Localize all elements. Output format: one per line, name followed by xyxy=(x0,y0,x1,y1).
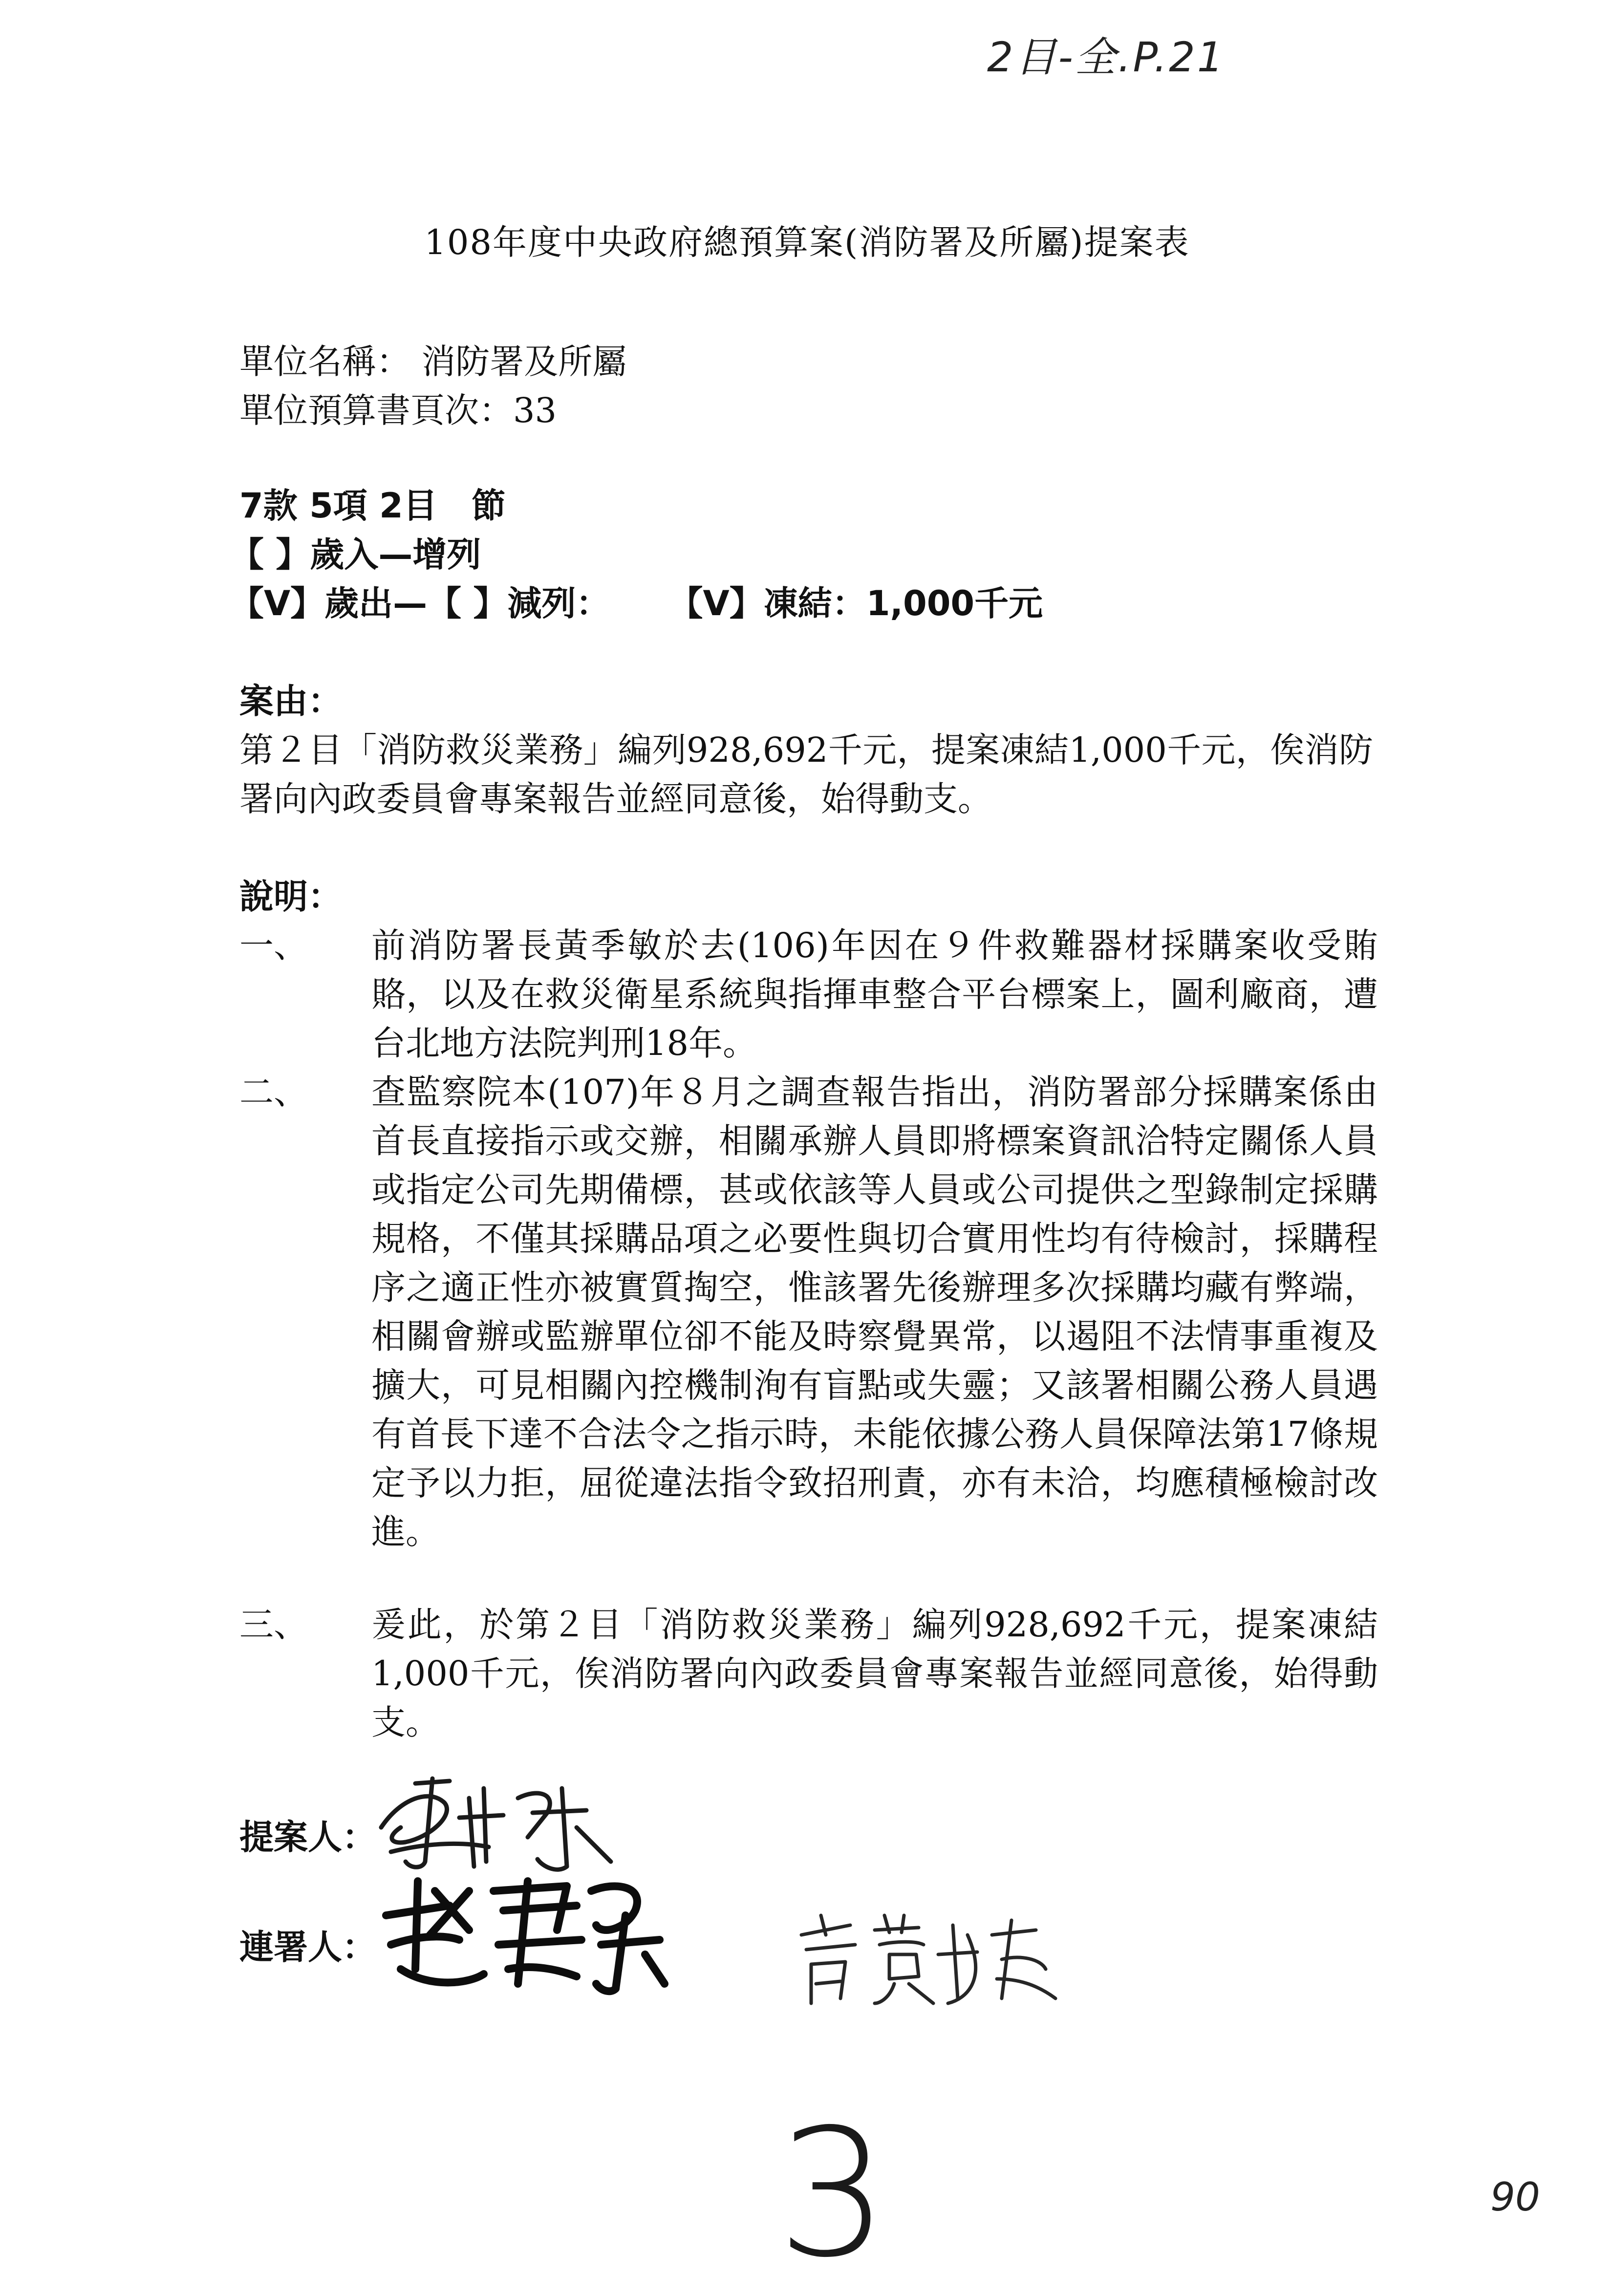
document-title: 108年度中央政府總預算案(消防署及所屬)提案表 xyxy=(424,222,1190,262)
item-number: 一、 xyxy=(239,925,308,966)
item-text: 爰此，於第２目「消防救災業務」編列928,692千元，提案凍結1,000千元，俟消防署向內政委員會專案報告並經同意後，始得動支。 xyxy=(371,1605,1378,1742)
cosigner-signature-1 xyxy=(371,1871,674,1998)
reason-text: 第２目「消防救災業務」編列928,692千元，提案凍結1,000千元，俟消防署向內政委員會專案報告並經同意後，始得動支。 xyxy=(239,730,1373,819)
expense-line xyxy=(230,579,1043,628)
cosigner-signature-2 xyxy=(792,1906,1065,2013)
item-text: 查監察院本(107)年８月之調查報告指出，消防署部分採購案係由首長直接指示或交辦，相關承辦人員即將標案資訊洽特定關係人員或指定公司先期備標，甚或依該等人員或公司提供之型錄制定採購規格，不僅其採購品項之必要性與切合實用性均有待檢討，採購程序之適正性亦被實質掏空，惟該署先後辦理多次採購均藏有弊端，相關會辦或監辦單位卻不能及時察覺異常，以遏阻不法情事重複及擴大，可見相關內控機制洵有盲點或失靈；又該署相關公務人員遇有首長下達不合法令之指示時，未能依據公務人員保障法第17條規定予以力拒，屈從違法指令致招刑責，亦有未洽，均應積極檢討改進。 xyxy=(371,1072,1378,1552)
budget-item: 7款 5項 2目 節 xyxy=(239,486,506,526)
revenue-line: 【 】歲入—增列 xyxy=(230,535,481,575)
expense-freeze-label: 【V】凍結：1,000千元 xyxy=(668,583,1043,623)
unit-name: 單位名稱： 消防署及所屬 xyxy=(239,342,627,382)
proposer-signature xyxy=(371,1769,625,1881)
cosigner-label: 連署人： xyxy=(239,1927,376,1967)
unit-budget-page: 單位預算書頁次：33 xyxy=(239,390,557,430)
expense-reduce-label: 【V】歲出—【 】減列： xyxy=(230,583,610,623)
reason-heading: 案由： xyxy=(239,681,342,721)
page-number: 90 xyxy=(1490,2174,1540,2220)
item-text: 前消防署長黃季敏於去(106)年因在９件救難器材採購案收受賄賂，以及在救災衛星系統與指揮車整合平台標案上，圖利廠商，遭台北地方法院判刑18年。 xyxy=(371,925,1378,1063)
item-number: 三、 xyxy=(239,1605,308,1645)
item-number: 二、 xyxy=(239,1072,308,1112)
explanation-heading: 說明： xyxy=(239,877,342,917)
page-mark: 3 xyxy=(777,2091,889,2296)
proposer-label: 提案人： xyxy=(239,1817,376,1857)
header-note: 2目-全.P.21 xyxy=(987,33,1226,81)
